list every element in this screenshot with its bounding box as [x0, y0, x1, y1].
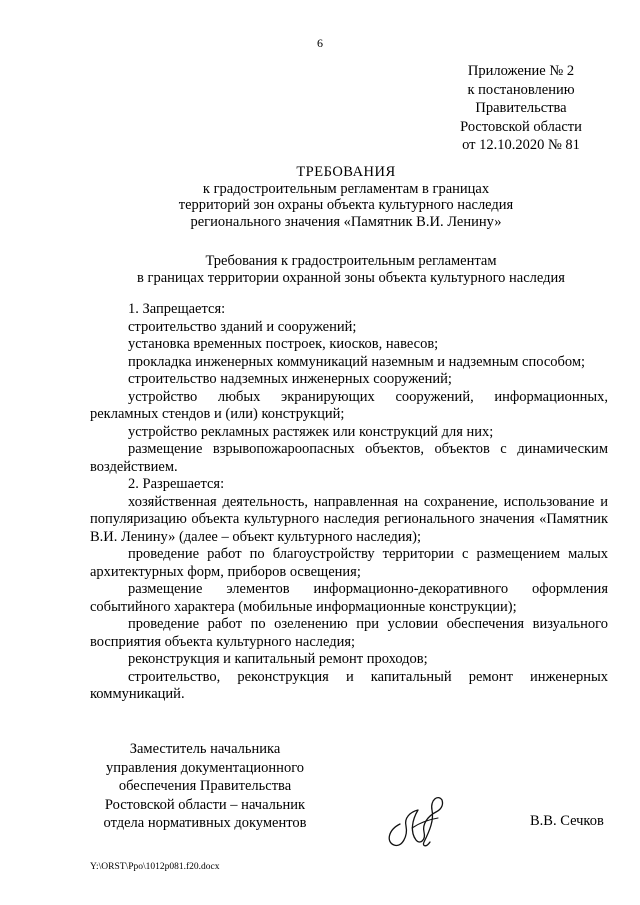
file-path-footer: Y:\ORST\Ppo\1012p081.f20.docx	[90, 862, 220, 872]
permitted-item: хозяйственная деятельность, направленная на сохранение, использование и популяризацию объекта культурного наследия регионального значения «Памятник В.И. Ленину» (далее – объект культурного наследия);	[90, 493, 608, 545]
document-body	[90, 301, 608, 704]
prohibited-item: размещение взрывопожароопасных объектов, объектов с динамическим воздействием.	[90, 441, 608, 475]
signer-position	[90, 740, 320, 833]
signer-position-line: управления документационного	[105, 759, 305, 776]
permitted-item: реконструкция и капитальный ремонт проходов;	[128, 651, 428, 667]
prohibited-item: прокладка инженерных коммуникаций наземным и надземным способом;	[128, 353, 586, 370]
prohibited-item: устройство рекламных растяжек или конструкций для них;	[128, 423, 494, 440]
handwritten-signature	[382, 790, 452, 850]
signer-name: В.В. Сечков	[530, 813, 604, 829]
section-subtitle	[96, 253, 606, 286]
signer-position-line: отдела нормативных документов	[103, 815, 307, 831]
prohibited-item: установка временных построек, киосков, навесов;	[128, 336, 439, 352]
signer-position-line: Ростовской области – начальник	[104, 796, 306, 813]
subtitle-line: в границах территории охранной зоны объекта культурного наследия	[137, 269, 565, 286]
appendix-line: от 12.10.2020 № 81	[462, 137, 580, 153]
document-title	[96, 164, 596, 230]
title-line: к градостроительным регламентам в границах	[202, 180, 490, 197]
prohibited-item: устройство любых экранирующих сооружений, информационных, рекламных стендов и (или) конструкций;	[90, 388, 608, 422]
appendix-line: Приложение № 2	[467, 63, 575, 79]
permitted-item: размещение элементов информационно-декоративного оформления событийного характера (мобильные информационные конструкции);	[90, 581, 608, 615]
page-number: 6	[317, 36, 323, 50]
appendix-reference	[436, 62, 606, 155]
section-1-heading: 1. Запрещается:	[128, 301, 226, 317]
prohibited-item: строительство надземных инженерных сооружений;	[128, 371, 452, 387]
signer-position-line: Заместитель начальника	[129, 741, 281, 757]
title-line: территорий зон охраны объекта культурного наследия	[178, 197, 514, 213]
appendix-line: Ростовской области	[460, 118, 582, 135]
permitted-item: проведение работ по благоустройству территории с размещением малых архитектурных форм, приборов освещения;	[90, 546, 608, 580]
appendix-line: Правительства	[475, 100, 567, 116]
prohibited-item: строительство зданий и сооружений;	[128, 318, 357, 335]
section-2-heading: 2. Разрешается:	[128, 476, 225, 492]
subtitle-line: Требования к градостроительным регламентам	[205, 253, 497, 269]
permitted-item: проведение работ по озеленению при условии обеспечения визуального восприятия объекта культурного наследия;	[90, 616, 608, 650]
permitted-item: строительство, реконструкция и капитальный ремонт инженерных коммуникаций.	[90, 668, 608, 702]
appendix-line: к постановлению	[467, 81, 575, 98]
title-line: регионального значения «Памятник В.И. Ленину»	[190, 213, 502, 230]
signer-position-line: обеспечения Правительства	[118, 778, 292, 794]
title-heading: ТРЕБОВАНИЯ	[296, 164, 396, 180]
